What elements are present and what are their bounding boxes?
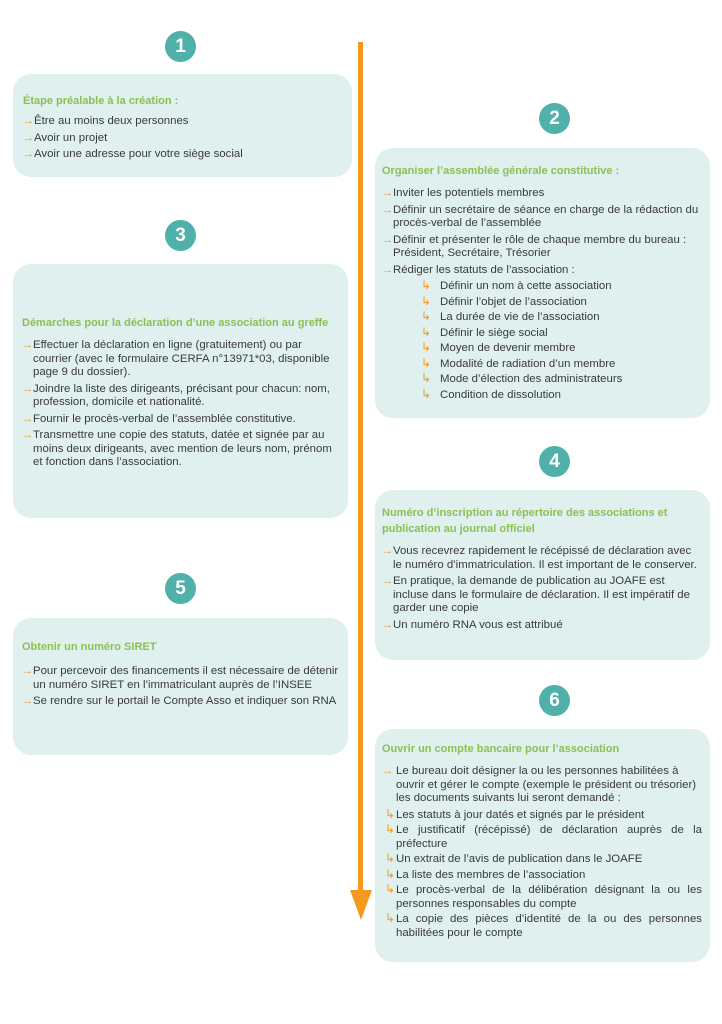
list-item: → Effectuer la déclaration en ligne (gratuitement) ou par courrier (avec le formulaire CERFA n°13971*03, disponible page 9 du dossier). [22,339,340,380]
step-1-title: Étape préalable à la création : [23,95,179,107]
step-1-card [13,74,352,177]
list-item: → En pratique, la demande de publication au JOAFE est incluse dans le formulaire de déclaration. Il est impératif de garder une copie [382,575,702,616]
step-3-title: Démarches pour la déclaration d’une association au greffe [22,317,329,329]
sub-list-item: ↳ Un extrait de l’avis de publication dans le JOAFE [382,853,702,867]
timeline-arrow-head [350,890,372,920]
step-1-number: 1 [165,31,196,62]
list-item: → Transmettre une copie des statuts, datée et signée par au moins deux dirigeants, avec mention de leurs nom, prénom et fonction dans l’association. [22,429,340,470]
step-5-list [22,665,340,709]
step-6-list [382,765,702,806]
timeline-line [358,42,363,892]
step-6-card [375,729,710,962]
step-2-number: 2 [539,103,570,134]
step-4-title: Numéro d’inscription au répertoire des associations et publication au journal officiel [382,507,668,535]
sub-list-item: ↳ Mode d’élection des administrateurs [418,373,702,387]
list-item: → Se rendre sur le portail le Compte Asso et indiquer son RNA [22,695,340,709]
step-4-number: 4 [539,446,570,477]
step-2-sublist [418,280,702,402]
list-item: → Définir un secrétaire de séance en charge de la rédaction du procès-verbal de l’assemblée [382,204,702,231]
list-item: → Le bureau doit désigner la ou les personnes habilitées à ouvrir et gérer le compte (exemple le président ou trésorier) les documents suivants lui seront demandé : [382,765,702,806]
step-4-list [382,545,702,632]
list-item: → Inviter les potentiels membres [382,187,702,201]
list-item: → Joindre la liste des dirigeants, précisant pour chacun: nom, profession, domicile et nationalité. [22,383,340,410]
step-3-number: 3 [165,220,196,251]
list-item: → Un numéro RNA vous est attribué [382,619,702,633]
step-1-list [23,115,342,162]
sub-list-item: ↳ Définir le siège social [418,327,702,341]
sub-list-item: ↳ Modalité de radiation d’un membre [418,358,702,372]
sub-list-item: ↳ La copie des pièces d’identité de la ou des personnes habilitées pour le compte [382,913,702,940]
step-2-title: Organiser l’assemblée générale constitutive : [382,165,620,177]
list-item: → Pour percevoir des financements il est nécessaire de détenir un numéro SIRET en l’immatriculant auprès de l’INSEE [22,665,340,692]
step-5-number: 5 [165,573,196,604]
sub-list-item: ↳ Définir un nom à cette association [418,280,702,294]
step-6-sublist [382,809,702,941]
sub-list-item: ↳ Moyen de devenir membre [418,342,702,356]
step-5-card [13,618,348,755]
step-3-card [13,264,348,518]
step-5-title: Obtenir un numéro SIRET [22,641,157,653]
list-item: → Fournir le procès-verbal de l’assemblée constitutive. [22,413,340,427]
sub-list-item: ↳ La liste des membres de l’association [382,869,702,883]
list-item: → Rédiger les statuts de l’association : [382,264,702,278]
step-2-list [382,187,702,277]
step-3-list [22,339,340,470]
sub-list-item: ↳ Condition de dissolution [418,389,702,403]
sub-list-item: ↳ Le procès-verbal de la délibération désignant la ou les personnes responsables du compte [382,884,702,911]
list-item: → Vous recevrez rapidement le récépissé de déclaration avec le numéro d’immatriculation. Il est important de le conserver. [382,545,702,572]
list-item: → Être au moins deux personnes [23,115,342,129]
sub-list-item: ↳ La durée de vie de l’association [418,311,702,325]
list-item: → Avoir une adresse pour votre siège social [23,148,342,162]
step-4-card [375,490,710,660]
sub-list-item: ↳ Les statuts à jour datés et signés par le président [382,809,702,823]
list-item: → Définir et présenter le rôle de chaque membre du bureau : Président, Secrétaire, Trésorier [382,234,702,261]
sub-list-item: ↳ Définir l’objet de l’association [418,296,702,310]
step-6-title: Ouvrir un compte bancaire pour l’association [382,743,620,755]
step-2-card [375,148,710,418]
step-6-number: 6 [539,685,570,716]
list-item: → Avoir un projet [23,132,342,146]
sub-list-item: ↳ Le justificatif (récépissé) de déclaration auprès de la préfecture [382,824,702,851]
